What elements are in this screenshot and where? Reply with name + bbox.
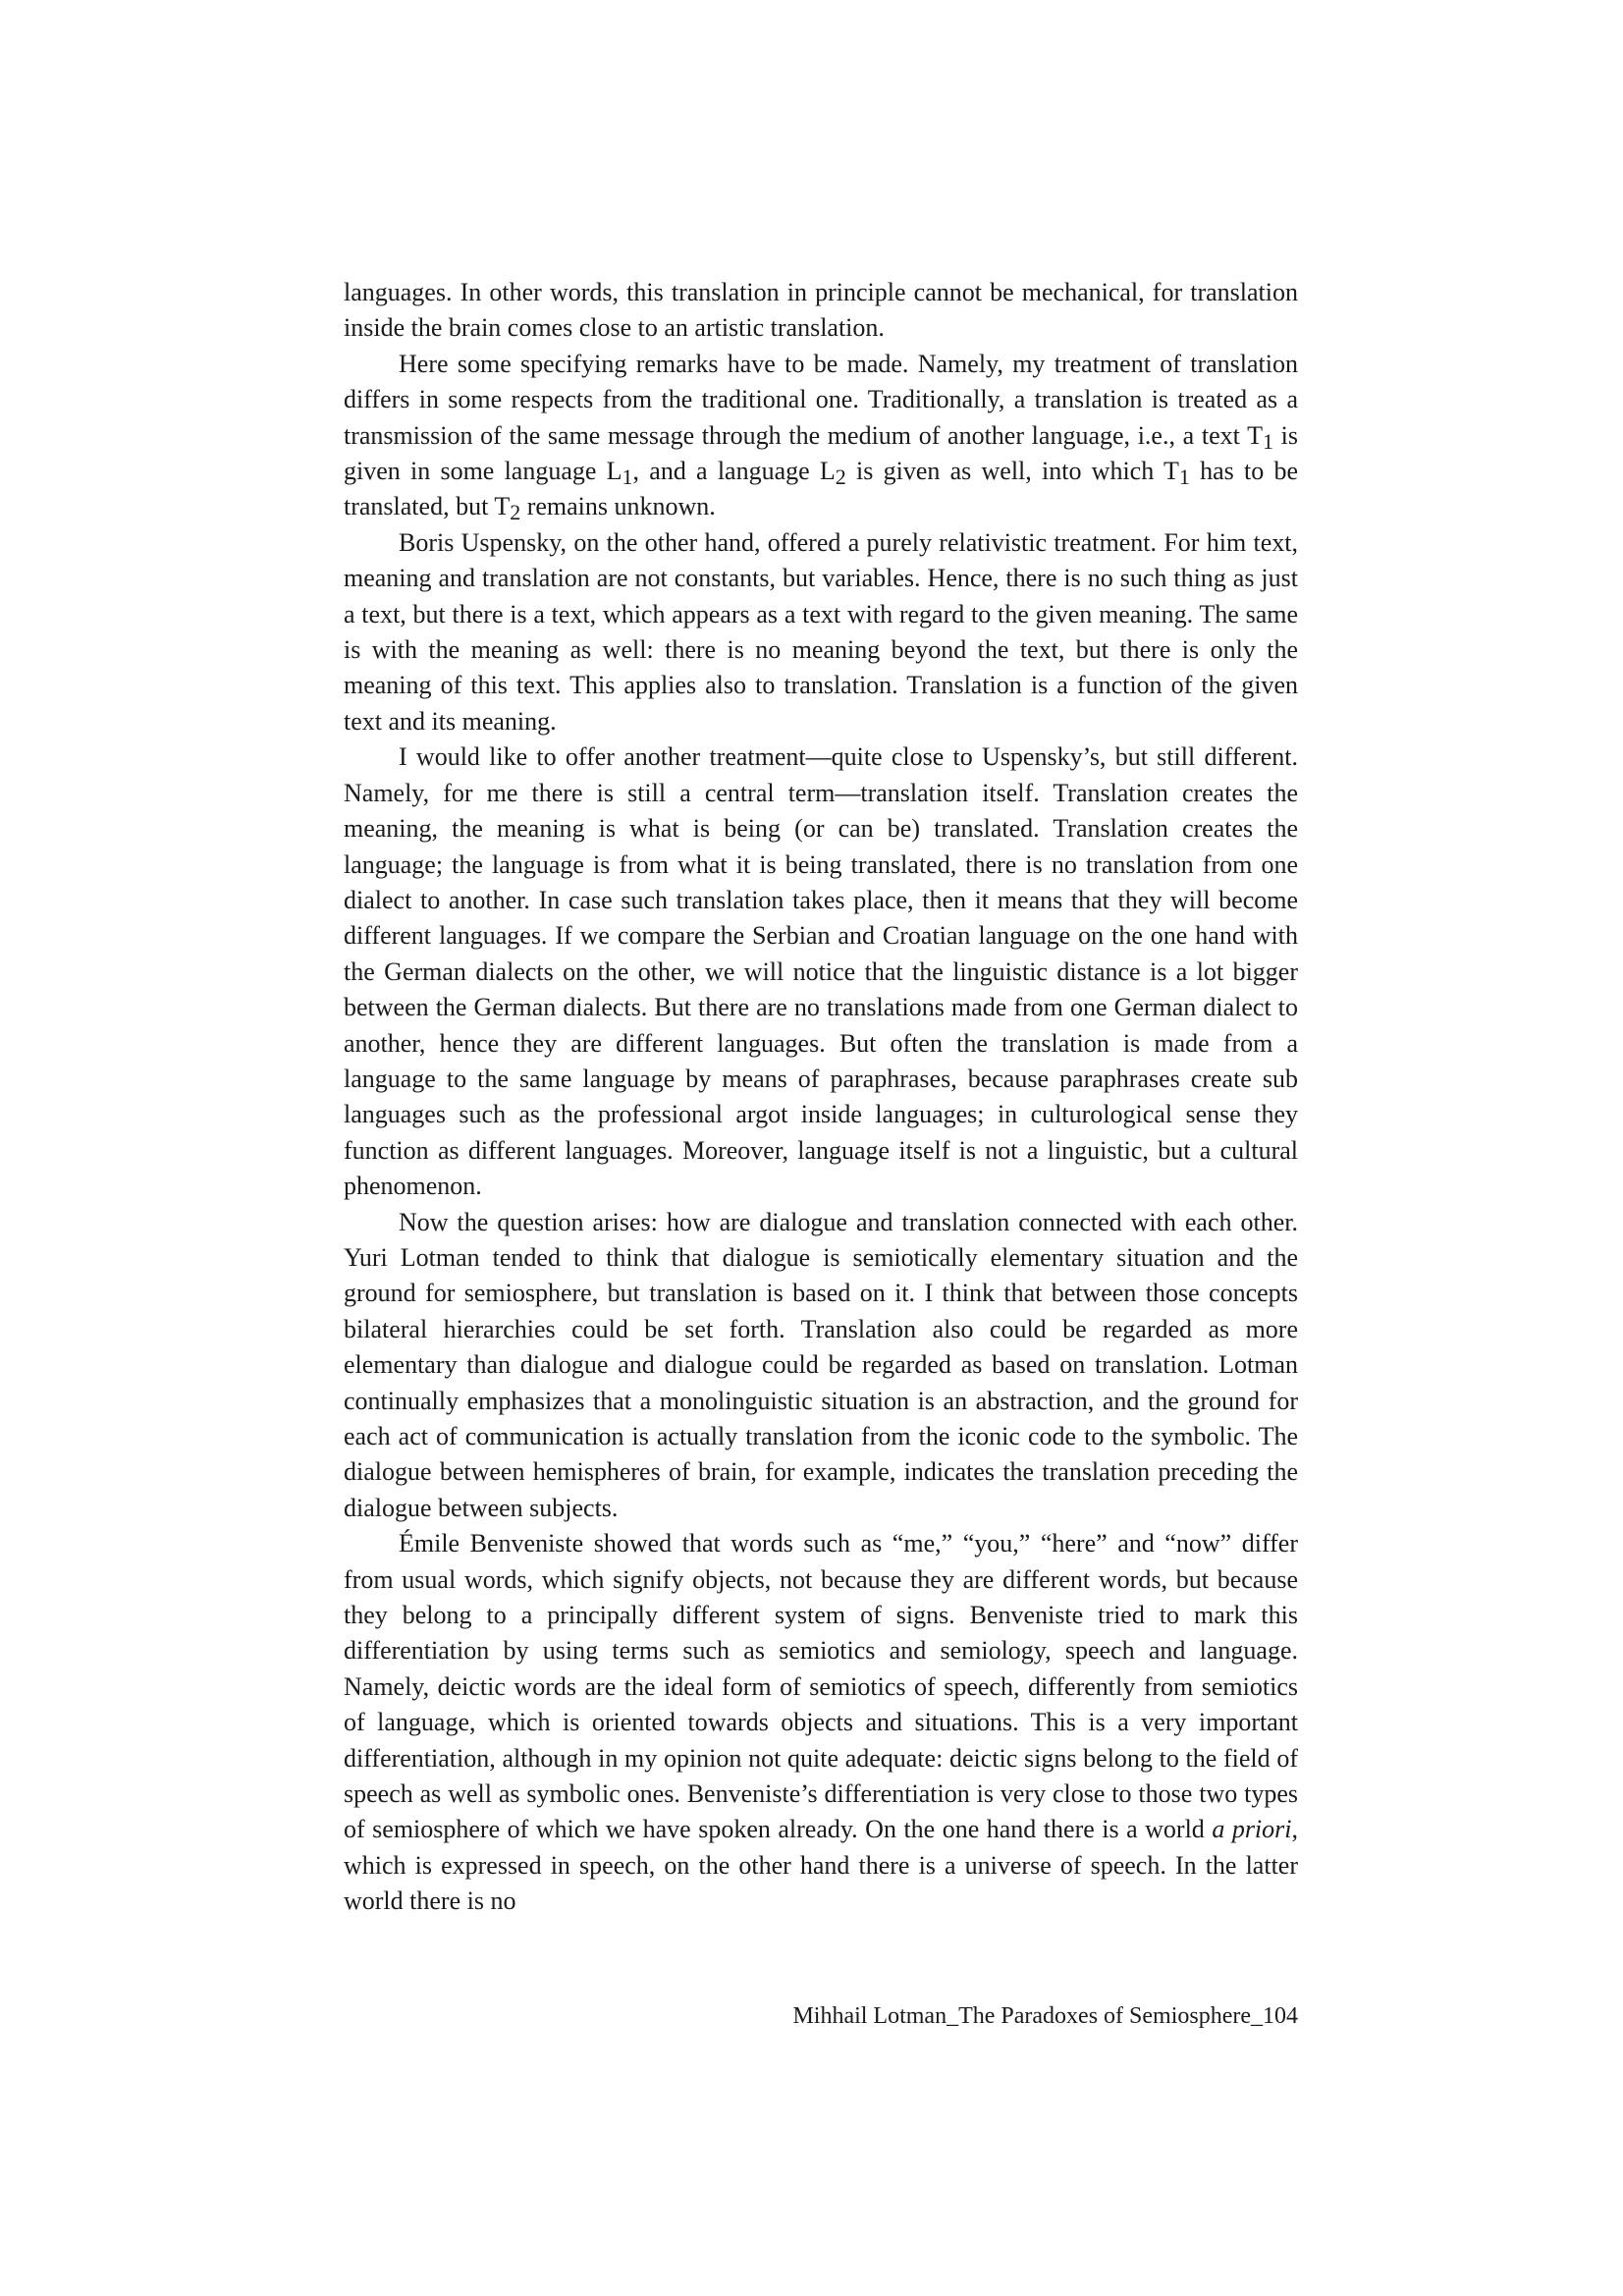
paragraph-6 <box>344 1526 1298 1919</box>
paragraph-5: Now the question arises: how are dialogue and translation connected with each other. Yuri Lotman tended to think that dialogue is semiotically elementary situation and the ground for semiosphere, but translation is based on it. I think that between those concepts bilateral hierarchies could be set forth. Translation also could be regarded as more elementary than dialogue and dialogue could be regarded as based on translation. Lotman continually emphasizes that a monolinguistic situation is an abstraction, and the ground for each act of communication is actually translation from the iconic code to the symbolic. The dialogue between hemispheres of brain, for example, indicates the translation preceding the dialogue between subjects. <box>344 1207 1298 1522</box>
body-text <box>344 275 1298 1920</box>
subscript: 1 <box>1262 428 1273 454</box>
paragraph-2-text-e: has to be translated, but T <box>344 457 1298 521</box>
page-footer: Mihhail Lotman_The Paradoxes of Semiosphere_104 <box>792 2003 1298 2029</box>
subscript: 1 <box>1178 465 1190 490</box>
paragraph-3: Boris Uspensky, on the other hand, offered a purely relativistic treatment. For him text, meaning and translation are not constants, but variables. Hence, there is no such thing as just a text, but there is a text, which appears as a text with regard to the given meaning. The same is with the meaning as well: there is no meaning beyond the text, but there is only the meaning of this text. This applies also to translation. Translation is a function of the given text and its meaning. <box>344 527 1298 736</box>
paragraph-2-text-b: is given in some language L <box>344 420 1298 486</box>
paragraph-6-text-a: Émile Benveniste showed that words such as “me,” “you,” “here” and “now” differ from usual words, which signify objects, not because they are different words, but because they belong to a principally different system of signs. Benveniste tried to mark this differentiation by using terms such as semiotics and semiology, speech and language. Namely, deictic words are the ideal form of semiotics of speech, differently from semiotics of language, which is oriented towards objects and situations. This is a very important differentiation, although in my opinion not quite adequate: deictic signs belong to the field of speech as well as symbolic ones. Benveniste’s differentiation is very close to those two types of semiosphere of which we have spoken already. On the one hand there is a world <box>344 1529 1298 1844</box>
paragraph-2-text-c: , and a language L <box>632 457 836 486</box>
subscript: 1 <box>622 465 633 490</box>
italic-phrase: a priori <box>1212 1815 1292 1844</box>
paragraph-4: I would like to offer another treatment—quite close to Uspensky’s, but still different. Namely, for me there is still a central term—translation itself. Translation creates the meaning, the meaning is what is being (or can be) translated. Translation creates the language; the language is from what it is being translated, there is no translation from one dialect to another. In case such translation takes place, then it means that they will become different languages. If we compare the Serbian and Croatian language on the one hand with the German dialects on the other, we will notice that the linguistic distance is a lot bigger between the German dialects. But there are no translations made from one German dialect to another, hence they are different languages. But often the translation is made from a language to the same language by means of paraphrases, because paraphrases create sub languages such as the professional argot inside languages; in culturological sense they function as different languages. Moreover, language itself is not a linguistic, but a cultural phenomenon. <box>344 742 1298 1201</box>
paragraph-2 <box>344 347 1298 525</box>
subscript: 2 <box>835 465 846 490</box>
paragraph-1: languages. In other words, this translation in principle cannot be mechanical, for translation inside the brain comes close to an artistic translation. <box>344 278 1298 343</box>
paragraph-2-text-a: Here some specifying remarks have to be made. Namely, my treatment of translation differs in some respects from the traditional one. Traditionally, a translation is treated as a transmission of the same message through the medium of another language, i.e., a text T <box>344 349 1298 450</box>
subscript: 2 <box>510 500 521 525</box>
paragraph-6-text-b: , which is expressed in speech, on the other hand there is a universe of speech. In the latter world there is no <box>344 1815 1298 1916</box>
paragraph-2-text-d: is given as well, into which T <box>845 457 1179 486</box>
paragraph-2-text-f: remains unknown. <box>520 492 716 521</box>
